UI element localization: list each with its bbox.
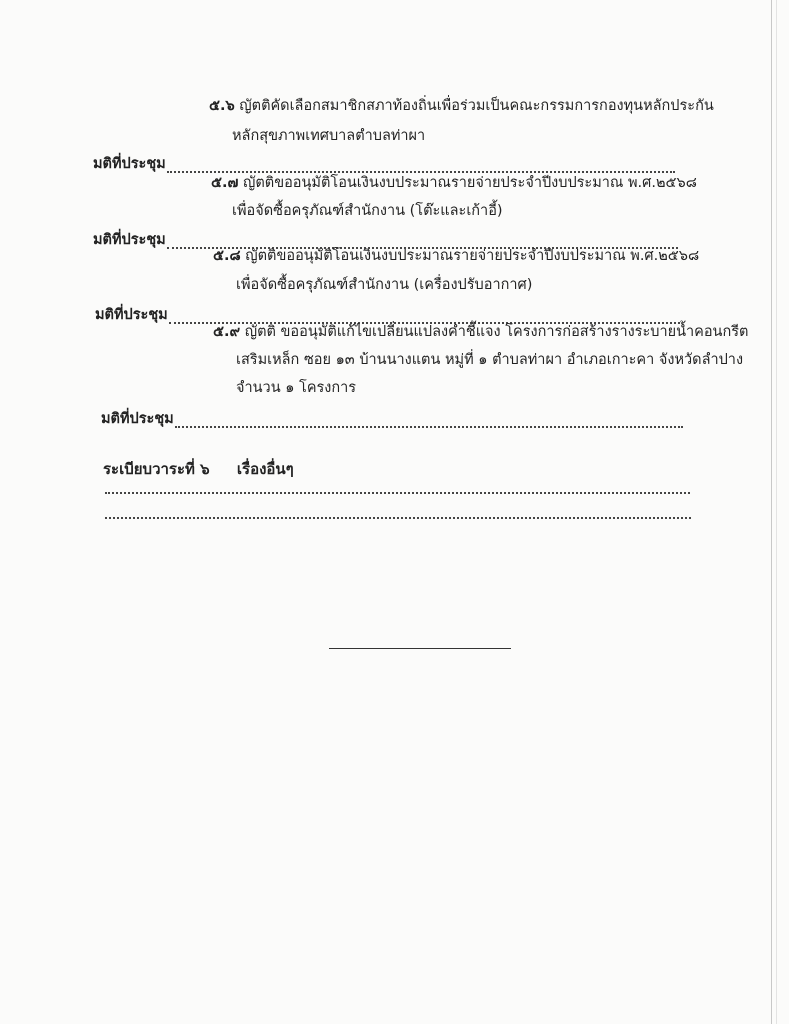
item-number: ๕.๘ [213,248,241,264]
item-number: ๕.๙ [213,324,241,340]
item-5-9-continuation-1: เสริมเหล็ก ซอย ๑๓ บ้านนางแตน หมู่ที่ ๑ ตำบลท่าผา อำเภอเกาะคา จังหวัดลำปาง [236,352,744,368]
scan-edge-line [776,0,777,1024]
end-of-document-line [329,648,511,649]
item-text: ญัตติขออนุมัติโอนเงินงบประมาณรายจ่ายประจำปีงบประมาณ พ.ศ.๒๕๖๘ [245,248,700,264]
item-number: ๕.๖ [209,98,235,114]
resolution-line [93,153,675,173]
dotted-line [105,517,691,519]
agenda-topic: เรื่องอื่นๆ [236,460,294,478]
item-5-8-continuation: เพื่อจัดซื้อครุภัณฑ์สำนักงาน (เครื่องปรับอากาศ) [236,277,533,293]
dotted-fill [175,412,683,428]
resolution-label: มติที่ประชุม [93,232,166,248]
item-5-8-title [213,245,699,267]
resolution-line [101,408,683,428]
agenda-label: ระเบียบวาระที่ ๖ [103,460,210,478]
scan-edge-line [771,0,772,1024]
resolution-label: มติที่ประชุม [93,156,166,172]
item-text: ญัตติคัดเลือกสมาชิกสภาท้องถิ่นเพื่อร่วมเป็นคณะกรรมการกองทุนหลักประกัน [239,98,714,114]
item-number: ๕.๗ [211,175,239,191]
item-5-7-title [211,172,697,194]
resolution-label: มติที่ประชุม [95,307,168,323]
item-5-9-continuation-2: จำนวน ๑ โครงการ [236,380,357,396]
item-text: ญัตติขออนุมัติโอนเงินงบประมาณรายจ่ายประจำปีงบประมาณ พ.ศ.๒๕๖๘ [243,175,697,191]
dotted-line [105,492,690,494]
resolution-label: มติที่ประชุม [101,411,174,427]
item-5-9-title [213,321,748,343]
item-5-6-title [209,95,714,117]
agenda-heading [103,457,294,481]
item-text: ญัตติ ขออนุมัติแก้ไขเปลี่ยนแปลงคำชี้แจง โครงการก่อสร้างรางระบายน้ำคอนกรีต [244,324,749,340]
item-5-7-continuation: เพื่อจัดซื้อครุภัณฑ์สำนักงาน (โต๊ะและเก้าอี้) [232,203,503,219]
item-5-6-continuation: หลักสุขภาพเทศบาลตำบลท่าผา [232,128,426,144]
dotted-fill [167,157,675,173]
